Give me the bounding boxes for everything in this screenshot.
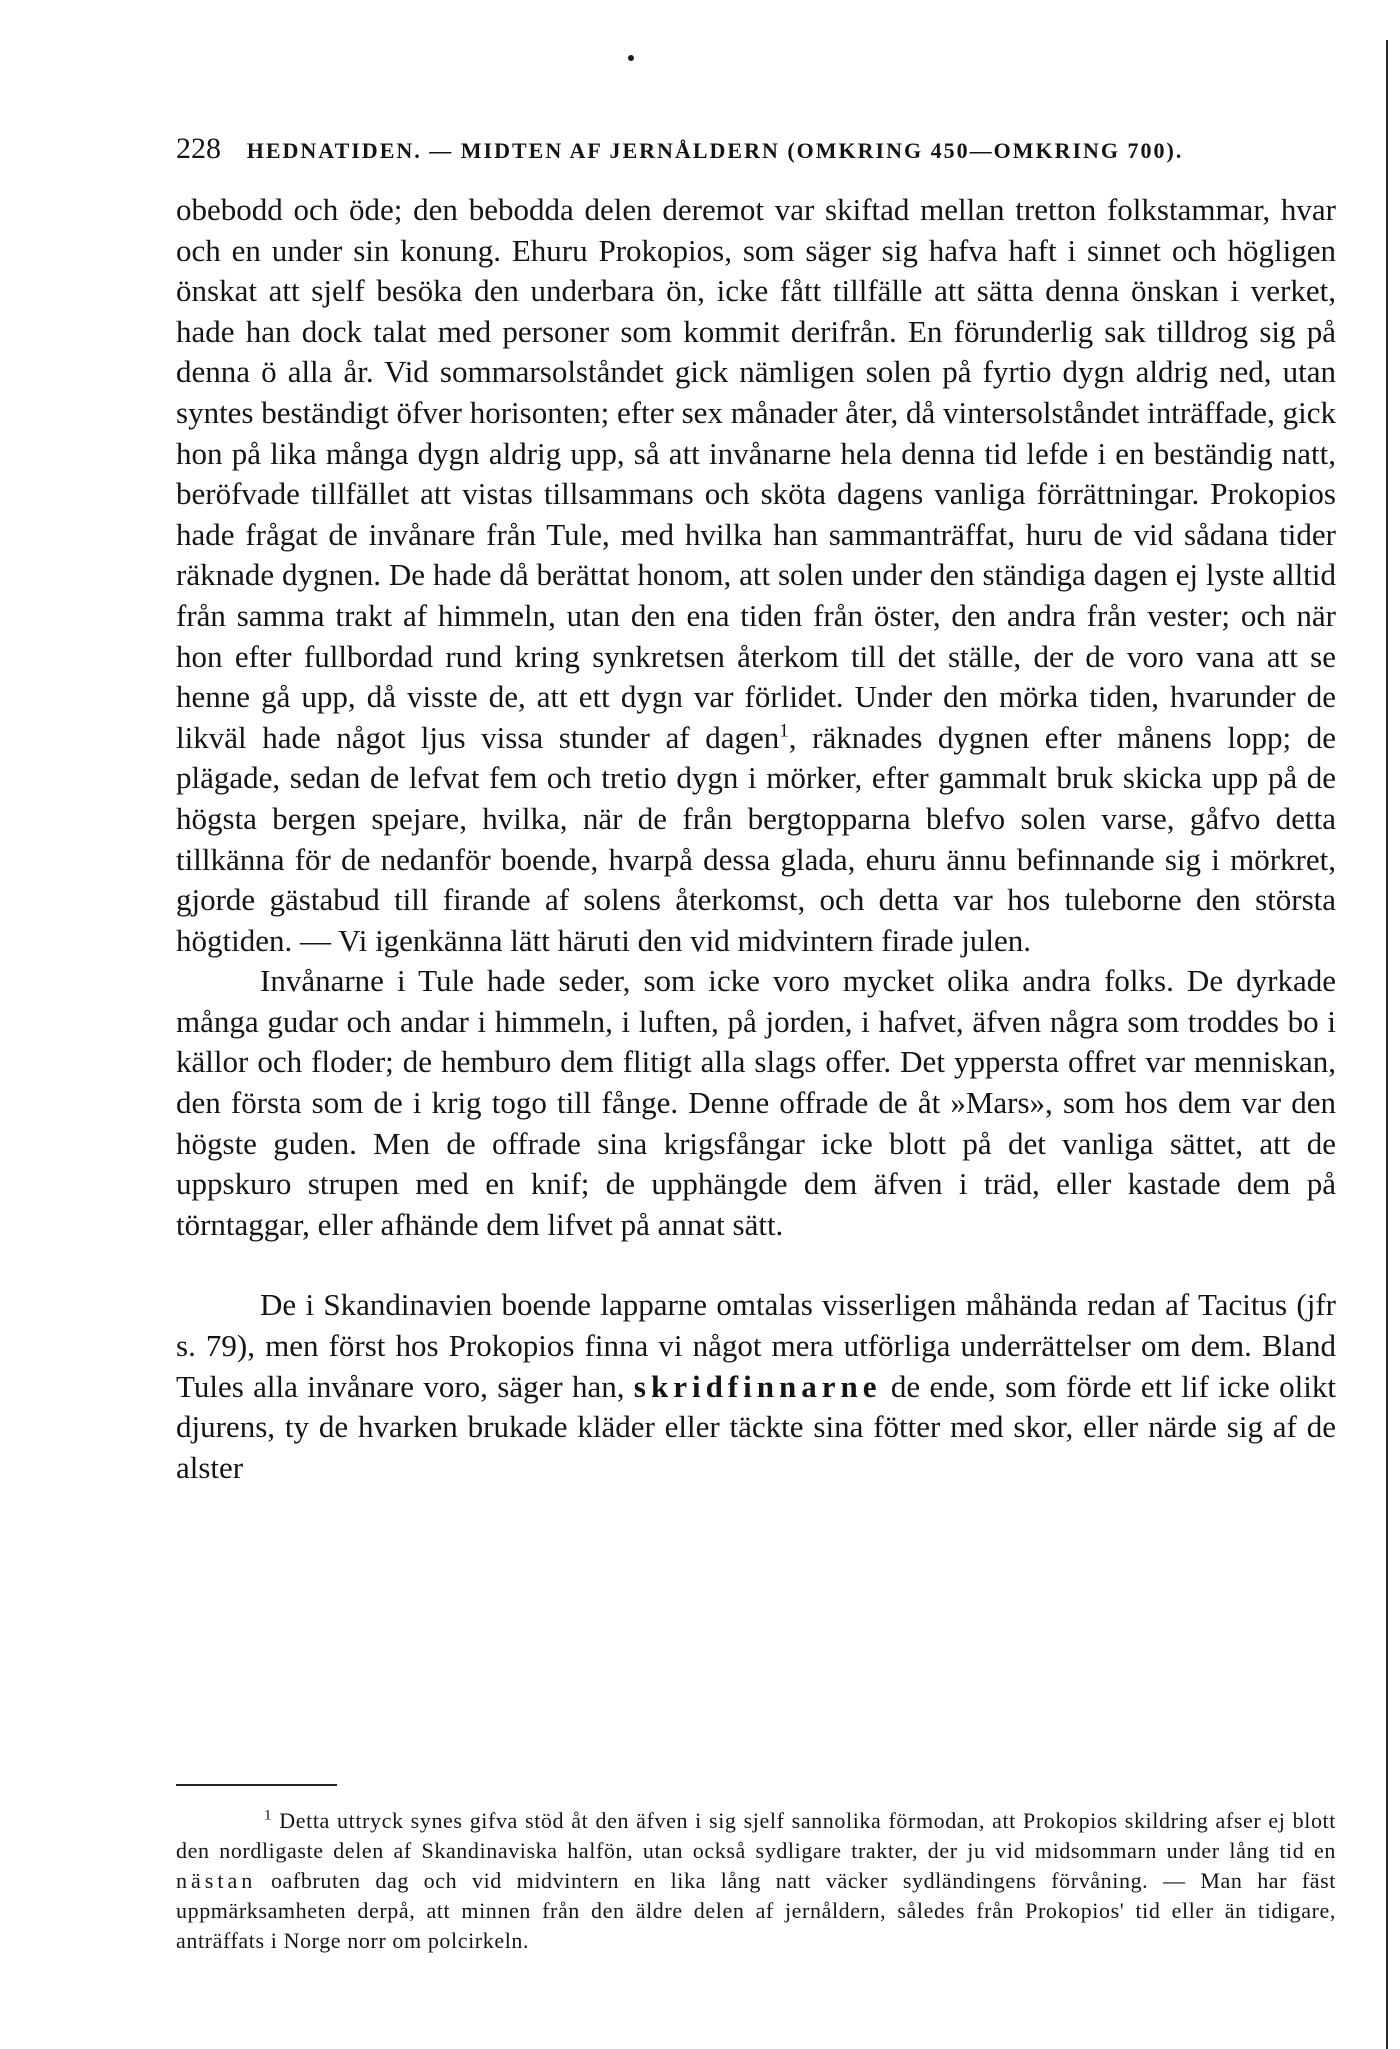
paragraph-1-continuation: , räknades dygnen efter månens lopp; de plägade, sedan de lefvat fem och tretio dygn i mörker, efter gammalt bruk skicka upp på de högsta bergen spejare, hvilka, när de från bergtopparna blefvo solen varse, gåfvo detta tillkänna för de nedanför boende, hvarpå dessa glada, ehuru ännu befinnande sig i mörkret, gjorde gästabud till firande af solens återkomst, och detta var hos tuleborne den största högtiden. — Vi igenkänna lätt häruti den vid midvintern firade julen. [176, 719, 1336, 958]
footnote-text-end: oafbruten dag och vid midvintern en lika lång natt väcker sydländingens förvåning. — Man har fäst uppmärksamheten derpå, att minnen från den äldre delen af jernåldern, således från Prokopios' tid eller än tidigare, anträffats i Norge norr om polcirkeln. [176, 1868, 1336, 1953]
paragraph-3 [176, 1285, 1336, 1488]
footnote-separator [176, 1784, 337, 1786]
footnote-reference: 1 [779, 720, 789, 742]
running-title: HEDNATIDEN. — MIDTEN AF JERNÅLDERN (OMKRING 450—OMKRING 700). [246, 138, 1184, 163]
paragraph-2: Invånarne i Tule hade seder, som icke voro mycket olika andra folks. De dyrkade många gudar och andar i himmeln, i luften, på jorden, i hafvet, äfven några som troddes bo i källor och floder; de hemburo dem flitigt alla slags offer. Det yppersta offret var menniskan, den första som de i krig togo till fånge. Denne offrade de åt »Mars», som hos dem var den högste guden. Men de offrade sina krigsfångar icke blott på det vanliga sättet, att de uppskuro strupen med en knif; de upphängde dem äfven i träd, eller kastade dem på törntaggar, eller afhände dem lifvet på annat sätt. [176, 963, 1336, 1242]
paragraph-1 [176, 190, 1336, 961]
paragraph-3-emphasis: skridfinnarne [633, 1368, 882, 1404]
page-edge-line [1386, 40, 1388, 2049]
ink-speck [628, 55, 634, 61]
footnote-emphasis: nästan [176, 1868, 257, 1893]
paragraph-3-start: De i Skandinavien boende lapparne omtalas visserligen måhända redan af Tacitus (jfr s. 79), men först hos Prokopios finna vi något mera utförliga underrättelser om dem. Bland Tules alla invånare voro, säger han, [176, 1287, 1336, 1404]
footnote-mark: 1 [264, 1807, 273, 1824]
page-number: 228 [176, 132, 221, 165]
footnote [176, 1806, 1336, 1956]
body-text [176, 190, 1336, 1488]
running-header [176, 132, 1336, 168]
paragraph-1-text: obebodd och öde; den bebodda delen deremot var skiftad mellan tretton folkstammar, hvar och en under sin konung. Ehuru Prokopios, som säger sig hafva haft i sinnet och högligen önskat att sjelf besöka den underbara ön, icke fått tillfälle att sätta denna önskan i verket, hade han dock talat med personer som kommit derifrån. En förunderlig sak tilldrog sig på denna ö alla år. Vid sommarsolståndet gick nämligen solen på fyrtio dygn aldrig ned, utan syntes beständigt öfver horisonten; efter sex månader åter, då vintersolståndet inträffade, gick hon på lika många dygn aldrig upp, så att invånarne hela denna tid lefde i en beständig natt, beröfvade tillfället att vistas tillsammans och sköta dagens vanliga förrättningar. Prokopios hade frågat de invånare från Tule, med hvilka han sammanträffat, huru de vid sådana tider räknade dygnen. De hade då berättat honom, att solen under den ständiga dagen ej lyste alltid från samma trakt af himmeln, utan den ena tiden från öster, den andra från vester; och när hon efter fullbordad rund kring synkretsen återkom till det ställe, der de voro vana att se henne gå upp, då visste de, att ett dygn var förlidet. Under den mörka tiden, hvarunder de likväl hade något ljus vissa stunder af dagen [176, 192, 1336, 755]
footnote-text-start: Detta uttryck synes gifva stöd åt den äfven i sig sjelf sannolika förmodan, att Prokopios skildring afser ej blott den nordligaste delen af Skandinaviska halfön, utan också sydligare trakter, der ju vid midsommarn under lång tid en [176, 1808, 1336, 1863]
paragraph-3-end: de ende, som förde ett lif icke olikt djurens, ty de hvarken brukade kläder eller täckte sina fötter med skor, eller närde sig af de alster [176, 1368, 1336, 1485]
